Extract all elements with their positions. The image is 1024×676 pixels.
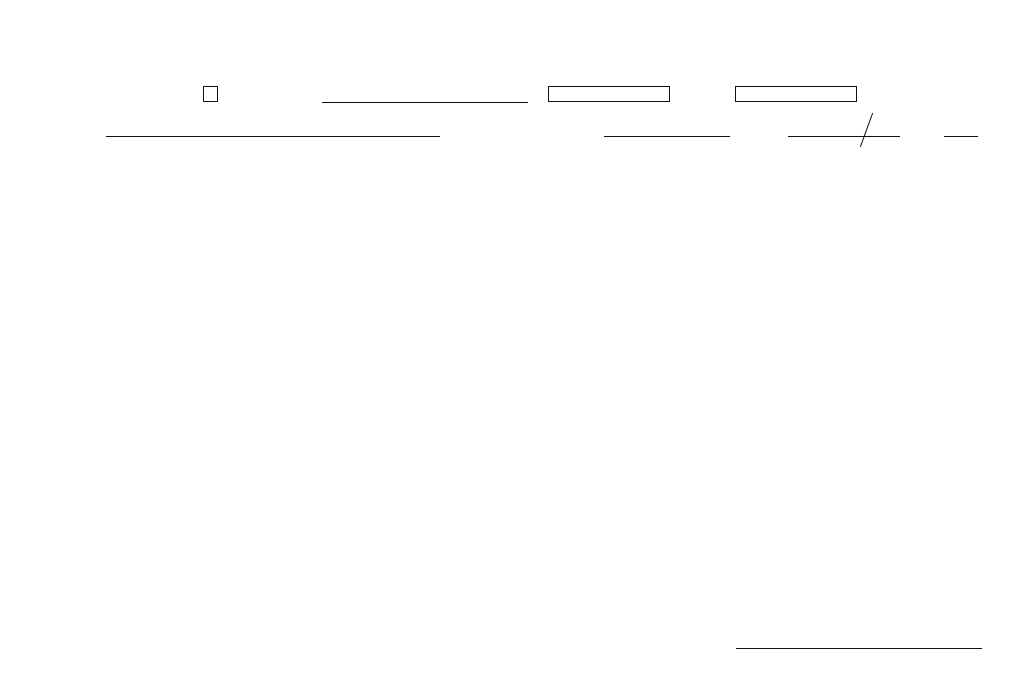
tark-underline (736, 648, 982, 649)
